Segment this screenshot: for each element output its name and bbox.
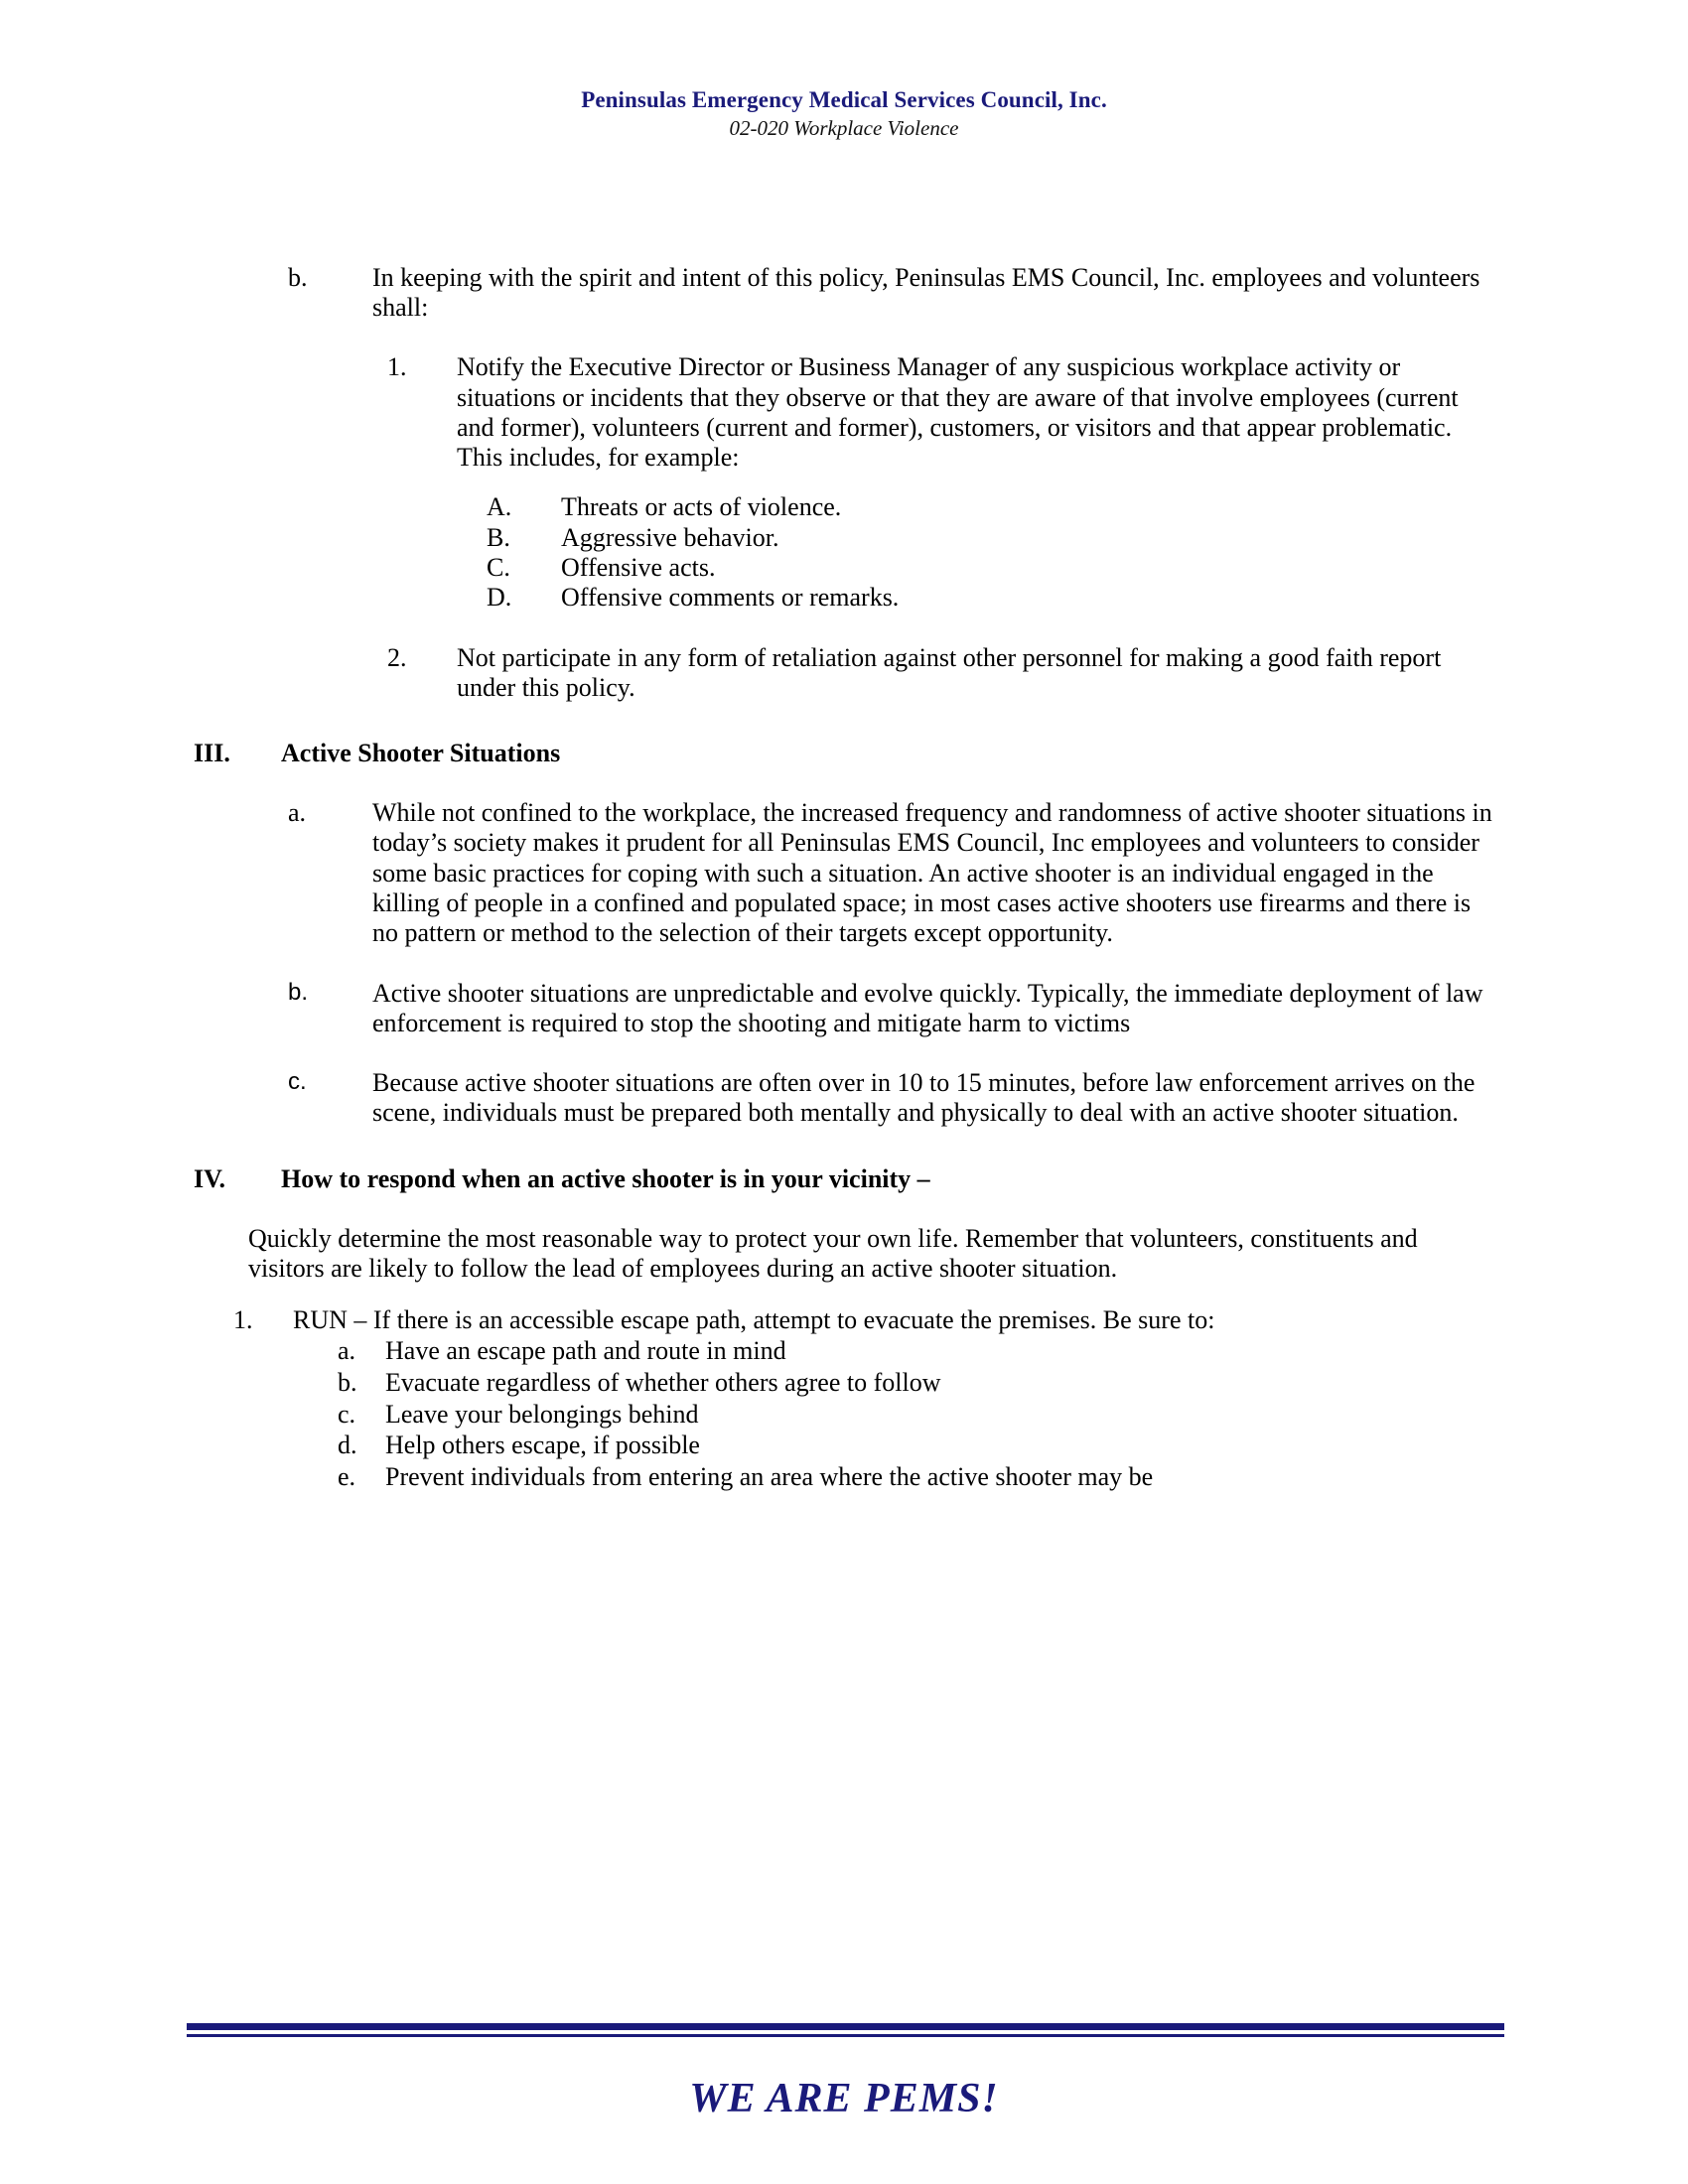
section-heading-iii <box>194 739 1489 768</box>
list-marker: a. <box>338 1336 356 1366</box>
list-marker: 1. <box>387 352 407 382</box>
list-marker: D. <box>487 583 512 613</box>
list-item-text: In keeping with the spirit and intent of this policy, Peninsulas EMS Council, Inc. employees and volunteers shall: <box>372 263 1480 323</box>
list-item-text: Not participate in any form of retaliation against other personnel for making a good faith report under this policy. <box>457 642 1442 702</box>
section-marker: III. <box>194 739 230 768</box>
list-item-text: RUN – If there is an accessible escape path, attempt to evacuate the premises. Be sure to: <box>293 1304 1215 1334</box>
list-item-text: Leave your belongings behind <box>385 1399 699 1429</box>
list-item-text: While not confined to the workplace, the increased frequency and randomness of active shooter situations in today’s society makes it prudent for all Peninsulas EMS Council, Inc employees and volunteers to consider some basic practices for coping with such a situation. An active shooter is an individual engaged in the killing of people in a confined and populated space; in most cases active shooters use firearms and there is no pattern or method to the selection of their targets except opportunity. <box>372 798 1492 948</box>
examples-list <box>0 492 1688 613</box>
list-item-text: Notify the Executive Director or Business Manager of any suspicious workplace activity or situations or incidents that they observe or that they are aware of that involve employees (current and former), volunteers (current and former), customers, or visitors and that appear problematic. This includes, for example: <box>457 352 1459 473</box>
section-iii-item-b <box>288 979 1494 1039</box>
list-marker: d. <box>338 1431 357 1460</box>
section-iv-item-run <box>233 1305 1494 1335</box>
list-item-2 <box>387 643 1489 704</box>
list-item-text: Evacuate regardless of whether others agree to follow <box>385 1367 941 1397</box>
list-item-1 <box>387 352 1489 473</box>
list-item-text: Prevent individuals from entering an area where the active shooter may be <box>385 1462 1154 1491</box>
list-item-text: Aggressive behavior. <box>561 522 779 552</box>
list-marker: 1. <box>233 1304 253 1334</box>
section-iii-item-a <box>288 798 1494 948</box>
list-item-text: Active shooter situations are unpredictable and evolve quickly. Typically, the immediate deployment of law enforcement is required to stop the shooting and mitigate harm to victims <box>372 978 1483 1037</box>
list-item-B <box>487 523 1489 553</box>
section-iv-intro: Quickly determine the most reasonable way to protect your own life. Remember that volunteers, constituents and visitors are likely to follow the lead of employees during an active shooter situation. <box>248 1223 1418 1283</box>
run-steps-list <box>0 1335 1688 1493</box>
footer-divider <box>187 2023 1504 2037</box>
list-marker: a. <box>288 798 307 828</box>
list-marker: b. <box>288 978 309 1006</box>
list-item-text: Offensive acts. <box>561 553 716 582</box>
list-item-text: Offensive comments or remarks. <box>561 583 900 613</box>
list-item-b <box>288 263 1484 323</box>
list-item-A <box>487 492 1489 522</box>
list-marker: 2. <box>387 642 407 672</box>
section-title: Active Shooter Situations <box>281 739 561 768</box>
run-step-e <box>338 1461 1489 1493</box>
section-marker: IV. <box>194 1163 226 1193</box>
section-iii-item-c <box>288 1068 1494 1129</box>
run-step-b <box>338 1367 1489 1399</box>
footer-rule-thin <box>187 2034 1504 2037</box>
footer-rule-thick <box>187 2023 1504 2030</box>
run-step-d <box>338 1430 1489 1461</box>
list-item-text: Because active shooter situations are often over in 10 to 15 minutes, before law enforcement arrives on the scene, individuals must be prepared both mentally and physically to deal with an active shooter situation. <box>372 1068 1476 1128</box>
policy-subtitle: 02-020 Workplace Violence <box>729 116 959 141</box>
list-item-text: Threats or acts of violence. <box>561 492 842 522</box>
list-marker: c. <box>338 1399 356 1429</box>
list-marker: b. <box>338 1367 357 1397</box>
list-item-D <box>487 583 1489 613</box>
list-marker: B. <box>487 522 510 552</box>
list-item-text: Have an escape path and route in mind <box>385 1336 786 1366</box>
list-marker: e. <box>338 1462 356 1491</box>
document-header <box>0 87 1688 141</box>
run-step-a <box>338 1335 1489 1367</box>
section-heading-iv <box>194 1164 1489 1194</box>
document-body <box>0 263 1688 1493</box>
footer-slogan: WE ARE PEMS! <box>689 2076 999 2121</box>
list-item-text: Help others escape, if possible <box>385 1431 700 1460</box>
list-marker: A. <box>487 492 512 522</box>
list-marker: c. <box>288 1068 307 1096</box>
list-marker: b. <box>288 263 308 292</box>
organization-name: Peninsulas Emergency Medical Services Council, Inc. <box>581 87 1107 112</box>
list-item-C <box>487 553 1489 583</box>
section-title: How to respond when an active shooter is in your vicinity – <box>281 1163 930 1193</box>
list-marker: C. <box>487 553 510 582</box>
run-step-c <box>338 1399 1489 1431</box>
